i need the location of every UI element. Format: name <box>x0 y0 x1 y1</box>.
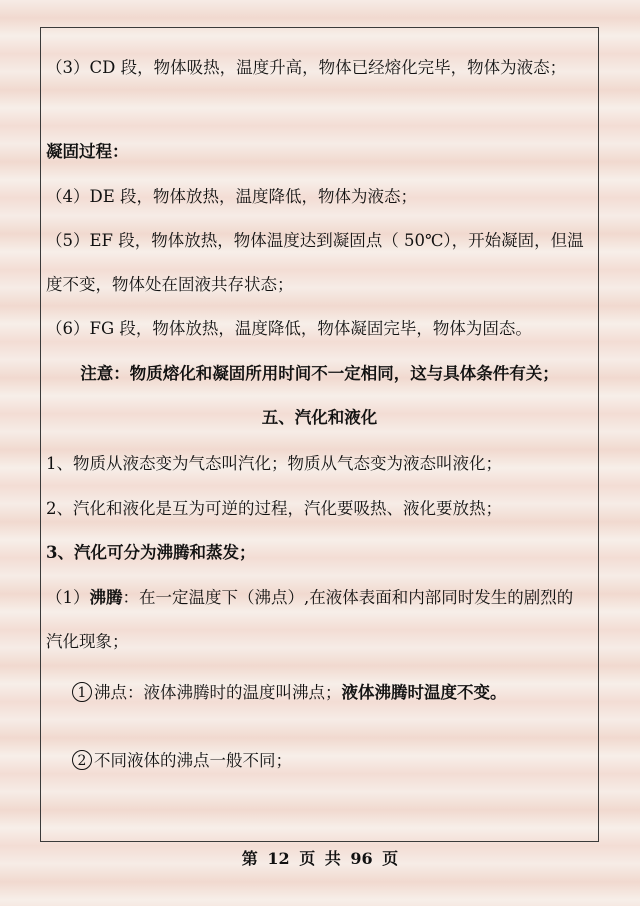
solidification-heading: 凝固过程： <box>46 142 129 161</box>
list-item-2: 2、汽化和液化是互为可逆的过程，汽化要吸热、液化要放热； <box>46 499 502 518</box>
list-item-3: 3、汽化可分为沸腾和蒸发； <box>46 543 256 562</box>
cd-segment-text: （3）CD 段，物体吸热，温度升高，物体已经熔化完毕，物体为液态； <box>46 58 567 77</box>
section-title: 五、汽化和液化 <box>261 408 378 427</box>
point-2-text: 不同液体的沸点一般不同； <box>94 751 292 770</box>
boiling-definition-line2: 汽化现象； <box>46 632 129 651</box>
ef-segment-text-line2: 度不变，物体处在固液共存状态； <box>46 275 294 294</box>
boiling-definition-line1 <box>46 586 573 610</box>
point-1 <box>72 681 507 705</box>
point-2 <box>72 749 292 773</box>
page-footer: 第 12 页 共 96 页 <box>241 849 399 868</box>
list-item-1: 1、物质从液态变为气态叫汽化；物质从气态变为液态叫液化； <box>46 454 502 473</box>
note-text: 注意：物质熔化和凝固所用时间不一定相同，这与具体条件有关； <box>80 364 559 383</box>
boiling-prefix: （1） <box>46 588 90 607</box>
fg-segment-text: （6）FG 段，物体放热，温度降低，物体凝固完毕，物体为固态。 <box>46 319 532 338</box>
circled-number-1: 1 <box>72 682 92 702</box>
point-1-bold-text: 液体沸腾时温度不变。 <box>341 683 507 702</box>
de-segment-text: （4）DE 段，物体放热，温度降低，物体为液态； <box>46 187 418 206</box>
boiling-term: 沸腾 <box>89 588 123 607</box>
boiling-definition-text: ：在一定温度下（沸点）,在液体表面和内部同时发生的剧烈的 <box>122 588 574 607</box>
point-1-text: 沸点：液体沸腾时的温度叫沸点； <box>94 683 342 702</box>
ef-segment-text-line1: （5）EF 段，物体放热，物体温度达到凝固点（ 50℃），开始凝固，但温 <box>46 231 584 250</box>
circled-number-2: 2 <box>72 750 92 770</box>
